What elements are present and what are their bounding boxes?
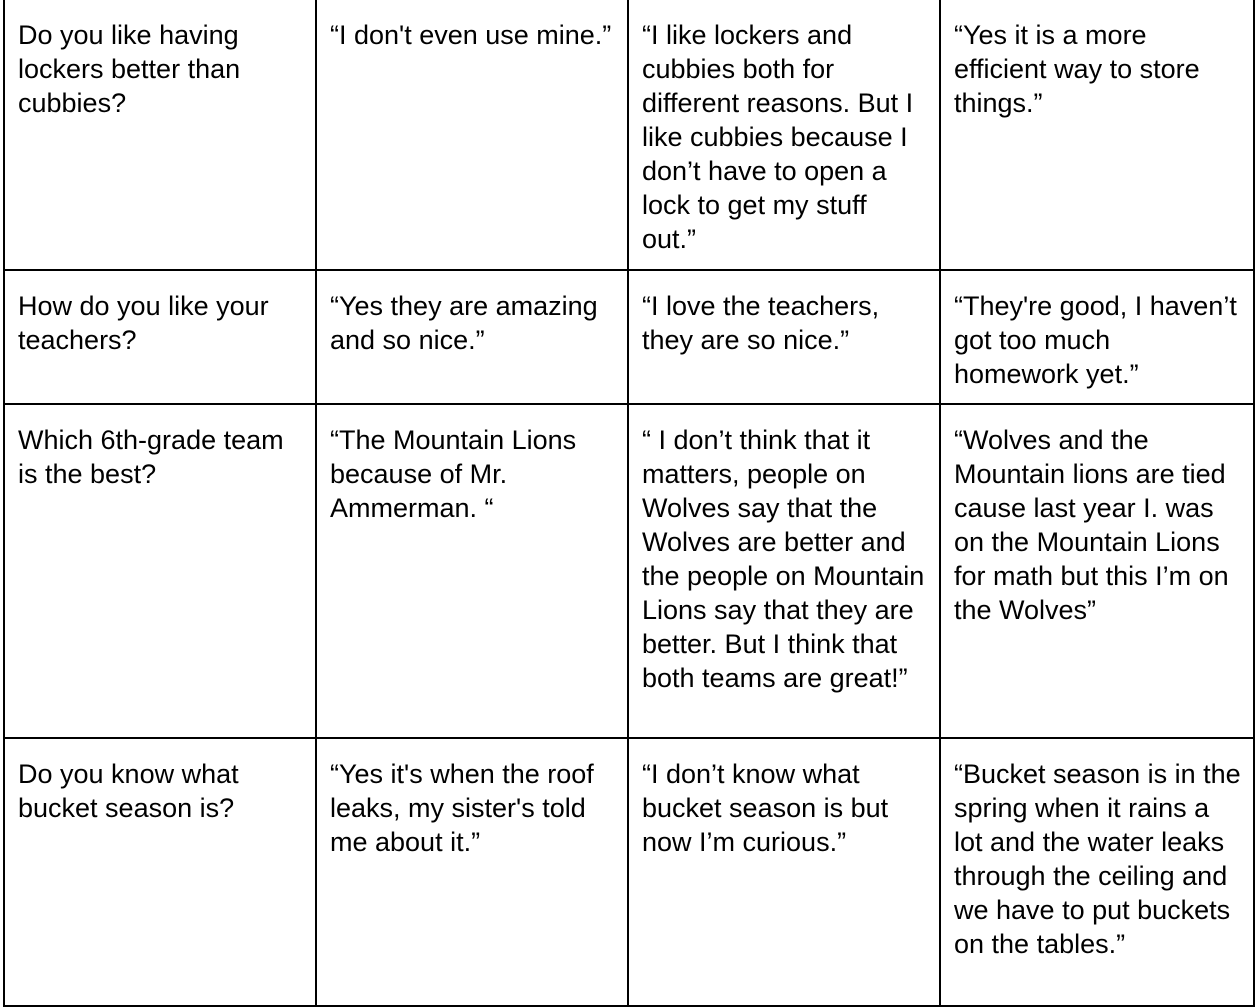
answer-cell: “I don't even use mine.” [316,0,628,270]
question-cell: Do you like having lockers better than cubbies? [4,0,316,270]
answer-cell: “Bucket season is in the spring when it rains a lot and the water leaks through the ceiling and we have to put buckets on the tables.” [940,738,1254,1006]
answer-cell: “Yes it is a more efficient way to store things.” [940,0,1254,270]
interview-table [3,0,1255,1007]
answer-cell: “ I don’t think that it matters, people on Wolves say that the Wolves are better and the people on Mountain Lions say that they are better. But I think that both teams are great!” [628,404,940,738]
question-cell: Do you know what bucket season is? [4,738,316,1006]
answer-cell: “Yes they are amazing and so nice.” [316,270,628,404]
answer-cell: “I love the teachers, they are so nice.” [628,270,940,404]
question-cell: How do you like your teachers? [4,270,316,404]
table-row [4,270,1254,404]
answer-cell: “I like lockers and cubbies both for different reasons. But I like cubbies because I don’t have to open a lock to get my stuff out.” [628,0,940,270]
table-row [4,0,1254,270]
question-cell: Which 6th-grade team is the best? [4,404,316,738]
table-row [4,404,1254,738]
answer-cell: “Yes it's when the roof leaks, my sister's told me about it.” [316,738,628,1006]
answer-cell: “I don’t know what bucket season is but now I’m curious.” [628,738,940,1006]
answer-cell: “Wolves and the Mountain lions are tied cause last year I. was on the Mountain Lions for math but this I’m on the Wolves” [940,404,1254,738]
answer-cell: “The Mountain Lions because of Mr. Ammerman. “ [316,404,628,738]
table-row [4,738,1254,1006]
answer-cell: “They're good, I haven’t got too much homework yet.” [940,270,1254,404]
